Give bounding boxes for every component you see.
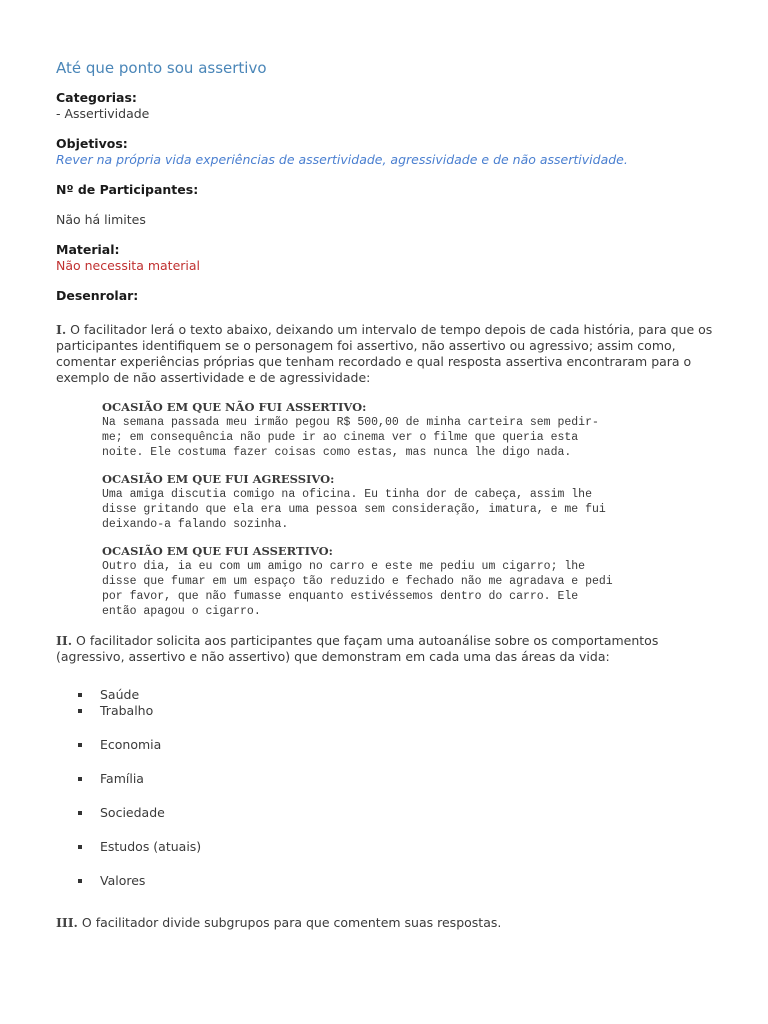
step-3-text: O facilitador divide subgrupos para que comentem suas respostas.	[77, 915, 502, 930]
story-text: Uma amiga discutia comigo na oficina. Eu tinha dor de cabeça, assim lhe disse gritando que ela era uma pessoa sem consideração, imatura, e me fui deixando-a falando sozinha.	[102, 488, 606, 531]
story-text: Na semana passada meu irmão pegou R$ 500,00 de minha carteira sem pedir- me; em consequência não pude ir ao cinema ver o filme que queria esta noite. Ele costuma fazer coisas como estas, mas nunca lhe digo nada.	[102, 416, 599, 459]
story-assertive	[102, 544, 716, 619]
story-heading: OCASIÃO EM QUE FUI AGRESSIVO:	[102, 472, 335, 486]
categorias-label: Categorias:	[56, 90, 137, 105]
document-page	[56, 58, 716, 945]
list-item: Trabalho	[78, 703, 716, 719]
page-title: Até que ponto sou assertivo	[56, 59, 267, 77]
step-2-numeral: II.	[56, 633, 73, 648]
categorias-section	[56, 90, 716, 122]
objetivos-section	[56, 136, 716, 168]
objetivos-value: Rever na própria vida experiências de assertividade, agressividade e de não assertividade.	[56, 152, 628, 167]
list-item: Sociedade	[78, 805, 716, 821]
material-label: Material:	[56, 242, 120, 257]
list-item: Saúde	[78, 687, 716, 703]
objetivos-label: Objetivos:	[56, 136, 128, 151]
step-1-numeral: I.	[56, 322, 67, 337]
step-1-text: O facilitador lerá o texto abaixo, deixando um intervalo de tempo depois de cada história, para que os participantes identifiquem se o personagem foi assertivo, não assertivo ou agressivo; assim como, comentar experiências próprias que tenham recordado e qual resposta assertiva encontraram para o exemplo de não assertividade e de agressividade:	[56, 322, 713, 385]
material-section	[56, 242, 716, 274]
list-item: Economia	[78, 737, 716, 753]
story-text: Outro dia, ia eu com um amigo no carro e este me pediu um cigarro; lhe disse que fumar em um espaço tão reduzido e fechado não me agradava e pedi por favor, que não fumasse enquanto estivéssemos dentro do carro. Ele então apagou o cigarro.	[102, 560, 613, 618]
story-heading: OCASIÃO EM QUE FUI ASSERTIVO:	[102, 544, 333, 558]
step-2-paragraph	[56, 633, 716, 665]
material-value: Não necessita material	[56, 258, 201, 273]
life-areas-list	[56, 687, 716, 889]
story-not-assertive	[102, 400, 716, 460]
story-heading: OCASIÃO EM QUE NÃO FUI ASSERTIVO:	[102, 400, 367, 414]
participantes-value: Não há limites	[56, 212, 146, 227]
list-item: Valores	[78, 873, 716, 889]
categorias-value: - Assertividade	[56, 106, 150, 121]
step-1-paragraph	[56, 322, 716, 386]
desenrolar-label: Desenrolar:	[56, 288, 139, 303]
step-2-text: O facilitador solicita aos participantes que façam uma autoanálise sobre os comportamentos (agressivo, assertivo e não assertivo) que demonstram em cada uma das áreas da vida:	[56, 633, 659, 664]
list-item: Família	[78, 771, 716, 787]
step-3-numeral: III.	[56, 915, 78, 930]
list-item: Estudos (atuais)	[78, 839, 716, 855]
participantes-section	[56, 182, 716, 228]
step-3-paragraph	[56, 915, 716, 931]
story-aggressive	[102, 472, 716, 532]
participantes-label: Nº de Participantes:	[56, 182, 199, 197]
desenrolar-section	[56, 288, 716, 304]
